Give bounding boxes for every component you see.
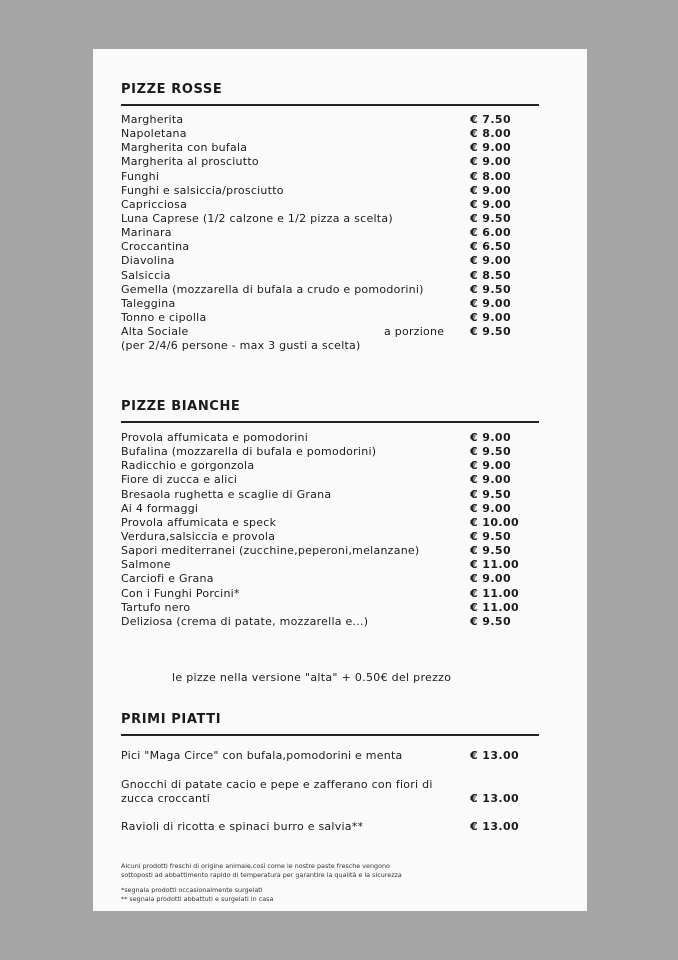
item-price: € 11.00 xyxy=(470,558,520,572)
item-name: Luna Caprese (1/2 calzone e 1/2 pizza a scelta) xyxy=(121,211,393,225)
item-price: € 9.50 xyxy=(470,325,512,339)
section-title-pizze-bianche: PIZZE BIANCHE xyxy=(121,399,241,414)
item-name: Fiore di zucca e alici xyxy=(121,473,238,487)
item-price: € 8.00 xyxy=(470,127,512,141)
menu-item xyxy=(121,226,539,240)
menu-item xyxy=(121,198,539,212)
item-name: Bresaola rughetta e scaglie di Grana xyxy=(121,487,332,501)
item-price: € 9.00 xyxy=(470,197,512,211)
menu-item xyxy=(121,141,539,155)
menu-item xyxy=(121,473,539,487)
section-title-primi-piatti: PRIMI PIATTI xyxy=(121,712,222,727)
item-name: Diavolina xyxy=(121,254,175,268)
section-title-pizze-rosse: PIZZE ROSSE xyxy=(121,82,223,97)
menu-page xyxy=(93,49,587,911)
menu-item xyxy=(121,572,539,586)
item-price: € 9.00 xyxy=(470,183,512,197)
item-note: a porzione xyxy=(384,325,445,339)
menu-item xyxy=(121,269,539,283)
item-name: Taleggina xyxy=(121,296,176,310)
item-price: € 7.50 xyxy=(470,113,512,126)
item-name: Pici "Maga Circe" con bufala,pomodorini e menta xyxy=(121,749,403,762)
item-detail xyxy=(121,339,539,353)
menu-item xyxy=(121,544,539,558)
menu-item xyxy=(121,212,539,226)
menu-item xyxy=(121,530,539,544)
menu-item xyxy=(121,601,539,615)
item-price: € 11.00 xyxy=(470,586,520,600)
item-price: € 9.00 xyxy=(470,572,512,586)
footer-legend-blast-chilled: ** segnala prodotti abbattuti e surgelati in casa xyxy=(121,895,274,903)
item-name: Tartufo nero xyxy=(121,600,191,614)
section-divider xyxy=(121,734,539,736)
item-name: Con i Funghi Porcini* xyxy=(121,586,240,600)
item-price: € 9.50 xyxy=(470,529,512,543)
alta-sociale-detail: (per 2/4/6 persone - max 3 gusti a scelta) xyxy=(121,339,361,353)
item-price: € 10.00 xyxy=(470,515,520,529)
menu-item xyxy=(121,127,539,141)
menu-item xyxy=(121,431,539,445)
item-price: € 9.00 xyxy=(470,310,512,324)
menu-item xyxy=(121,113,539,127)
item-name: Margherita con bufala xyxy=(121,141,248,155)
item-name: Margherita xyxy=(121,113,184,126)
item-price: € 9.00 xyxy=(470,473,512,487)
menu-item xyxy=(121,155,539,169)
item-price: € 9.50 xyxy=(470,445,512,459)
menu-item xyxy=(121,459,539,473)
item-price: € 9.50 xyxy=(470,282,512,296)
item-price: € 9.00 xyxy=(470,431,512,444)
item-name: Gemella (mozzarella di bufala a crudo e pomodorini) xyxy=(121,282,424,296)
pizze-bianche-list xyxy=(121,431,539,629)
item-name-line-1: Gnocchi di patate cacio e pepe e zafferano con fiori di xyxy=(121,778,433,791)
menu-item xyxy=(121,516,539,530)
item-name: Provola affumicata e speck xyxy=(121,515,277,529)
item-price: € 6.50 xyxy=(470,240,512,254)
item-price: € 9.50 xyxy=(470,487,512,501)
item-price: € 6.00 xyxy=(470,226,512,240)
menu-item xyxy=(121,325,539,339)
item-price: € 9.50 xyxy=(470,544,512,558)
item-price: € 13.00 xyxy=(470,820,520,833)
item-name: Ravioli di ricotta e spinaci burro e salvia** xyxy=(121,820,364,833)
section-divider xyxy=(121,421,539,423)
menu-item xyxy=(121,184,539,198)
item-price: € 9.00 xyxy=(470,155,512,169)
item-name: Sapori mediterranei (zucchine,peperoni,melanzane) xyxy=(121,544,420,558)
item-name: Napoletana xyxy=(121,127,187,141)
item-name: Deliziosa (crema di patate, mozzarella e...) xyxy=(121,614,369,628)
footer-legend-frozen: *segnala prodotti occasionalmente surgelati xyxy=(121,886,263,894)
item-name: Salmone xyxy=(121,558,171,572)
menu-item xyxy=(121,615,539,629)
menu-item xyxy=(121,283,539,297)
menu-item xyxy=(121,502,539,516)
menu-item xyxy=(121,558,539,572)
item-price: € 9.00 xyxy=(470,296,512,310)
item-name: Funghi xyxy=(121,169,160,183)
item-name: Provola affumicata e pomodorini xyxy=(121,431,309,444)
item-price: € 8.50 xyxy=(470,268,512,282)
section-divider xyxy=(121,104,539,106)
item-name: Alta Sociale xyxy=(121,325,189,339)
item-name: Radicchio e gorgonzola xyxy=(121,459,255,473)
item-price: € 9.00 xyxy=(470,501,512,515)
item-price: € 13.00 xyxy=(470,749,520,762)
footer-note-line: sottoposti ad abbattimento rapido di temperatura per garantire la qualità e la sicurezza xyxy=(121,871,402,879)
item-price: € 9.50 xyxy=(470,211,512,225)
item-name: Carciofi e Grana xyxy=(121,572,214,586)
item-name: Marinara xyxy=(121,226,172,240)
item-price: € 9.50 xyxy=(470,614,512,628)
item-name: Verdura,salsiccia e provola xyxy=(121,529,276,543)
item-name: Funghi e salsiccia/prosciutto xyxy=(121,183,284,197)
item-name-line-2: zucca croccanti xyxy=(121,792,211,805)
menu-item xyxy=(121,240,539,254)
item-price: € 8.00 xyxy=(470,169,512,183)
menu-item xyxy=(121,311,539,325)
footer-note-line: Alcuni prodotti freschi di origine animale,così come le nostre paste fresche vengono xyxy=(121,862,390,870)
item-name: Ai 4 formaggi xyxy=(121,501,199,515)
item-name: Bufalina (mozzarella di bufala e pomodorini) xyxy=(121,445,377,459)
alta-version-note: le pizze nella versione "alta" + 0.50€ del prezzo xyxy=(172,671,452,684)
item-name: Croccantina xyxy=(121,240,190,254)
item-price: € 13.00 xyxy=(470,792,520,805)
item-name: Margherita al prosciutto xyxy=(121,155,259,169)
item-price: € 9.00 xyxy=(470,254,512,268)
menu-item xyxy=(121,254,539,268)
menu-item xyxy=(121,488,539,502)
item-name: Tonno e cipolla xyxy=(121,310,207,324)
item-price: € 9.00 xyxy=(470,141,512,155)
pizze-rosse-list xyxy=(121,113,539,353)
menu-item xyxy=(121,587,539,601)
menu-item xyxy=(121,170,539,184)
menu-item xyxy=(121,445,539,459)
menu-item xyxy=(121,297,539,311)
item-name: Salsiccia xyxy=(121,268,171,282)
item-price: € 9.00 xyxy=(470,459,512,473)
item-price: € 11.00 xyxy=(470,600,520,614)
item-name: Capricciosa xyxy=(121,197,188,211)
